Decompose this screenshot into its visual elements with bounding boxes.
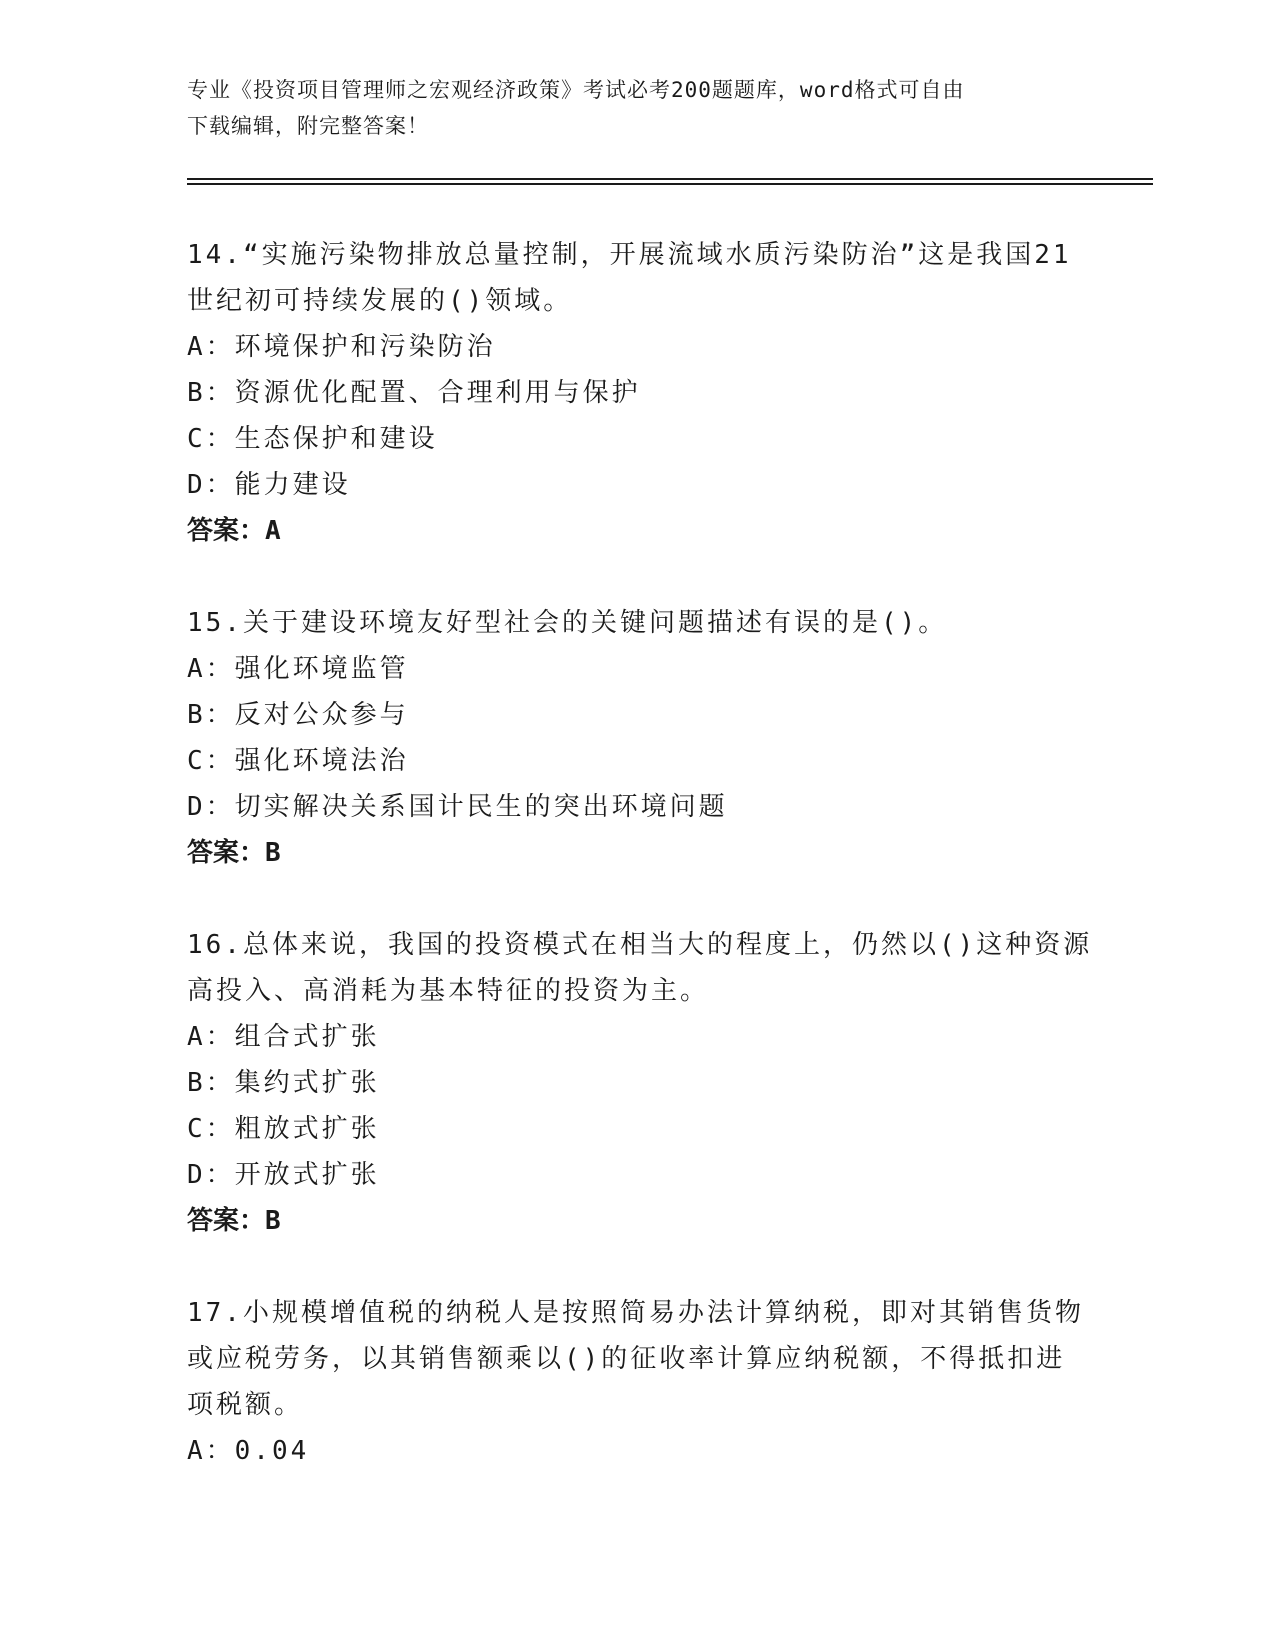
- option-a: A：环境保护和污染防治: [187, 332, 496, 362]
- question-line: 或应税劳务，以其销售额乘以()的征收率计算应纳税额，不得抵扣进: [187, 1344, 1066, 1374]
- question-text: [187, 232, 1087, 324]
- question-line: 项税额。: [187, 1390, 304, 1420]
- question-text: [187, 1290, 1087, 1428]
- option-a: A：强化环境监管: [187, 654, 409, 684]
- option-d: D：切实解决关系国计民生的突出环境问题: [187, 792, 728, 822]
- option-c: C：粗放式扩张: [187, 1114, 380, 1144]
- option-d: D：能力建设: [187, 470, 351, 500]
- question-line: 16.总体来说，我国的投资模式在相当大的程度上，仍然以()这种资源: [187, 930, 1093, 960]
- option-c: C：生态保护和建设: [187, 424, 438, 454]
- question-block: [187, 600, 1087, 876]
- question-text: [187, 600, 1087, 646]
- answer: 答案：B: [187, 1206, 281, 1236]
- spacer: [187, 1244, 1087, 1290]
- question-line: 17.小规模增值税的纳税人是按照简易办法计算纳税，即对其销售货物: [187, 1298, 1084, 1328]
- header-line-2: 下载编辑，附完整答案！: [187, 114, 429, 138]
- document-header: [187, 72, 1067, 144]
- option-a: A：0.04: [187, 1436, 310, 1466]
- option-a: A：组合式扩张: [187, 1022, 380, 1052]
- question-list: [187, 232, 1093, 1474]
- answer: 答案：B: [187, 838, 281, 868]
- spacer: [187, 876, 1087, 922]
- option-b: B：资源优化配置、合理利用与保护: [187, 378, 641, 408]
- header-divider-top: [187, 178, 1153, 180]
- question-block: [187, 922, 1093, 1244]
- option-c: C：强化环境法治: [187, 746, 409, 776]
- header-divider-bottom: [187, 183, 1153, 185]
- question-line: 高投入、高消耗为基本特征的投资为主。: [187, 976, 710, 1006]
- question-line: 14.“实施污染物排放总量控制，开展流域水质污染防治”这是我国21: [187, 240, 1072, 270]
- option-b: B：集约式扩张: [187, 1068, 380, 1098]
- spacer: [187, 554, 1087, 600]
- question-text: [187, 922, 1093, 1014]
- question-line: 15.关于建设环境友好型社会的关键问题描述有误的是()。: [187, 608, 948, 638]
- option-d: D：开放式扩张: [187, 1160, 380, 1190]
- question-block: [187, 1290, 1087, 1474]
- answer: 答案：A: [187, 516, 281, 546]
- option-b: B：反对公众参与: [187, 700, 409, 730]
- question-block: [187, 232, 1087, 554]
- question-line: 世纪初可持续发展的()领域。: [187, 286, 573, 316]
- header-line-1: 专业《投资项目管理师之宏观经济政策》考试必考200题题库，word格式可自由: [187, 78, 965, 102]
